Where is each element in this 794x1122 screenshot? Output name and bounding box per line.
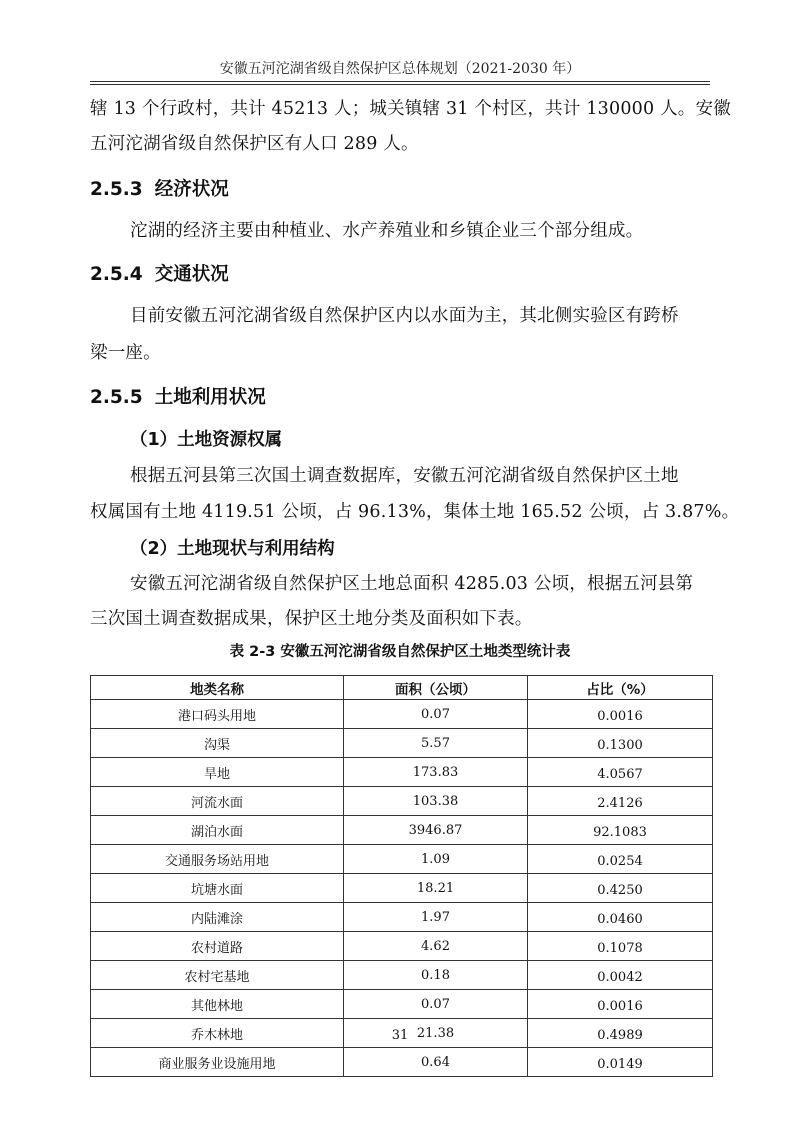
section-title: 交通状况 [154, 264, 229, 285]
table-row [91, 1048, 713, 1077]
percentage-cell: 92.1083 [528, 816, 713, 845]
land-type-cell: 其他林地 [91, 990, 344, 1019]
table-row [91, 729, 713, 758]
land-type-cell: 港口码头用地 [91, 700, 344, 729]
structure-paragraph-line-2: 三次国土调查数据成果，保护区土地分类及面积如下表。 [90, 609, 533, 629]
area-cell: 18.21 [344, 874, 528, 903]
land-type-cell: 乔木林地 [91, 1019, 344, 1048]
percentage-cell: 2.4126 [528, 787, 713, 816]
table-row [91, 961, 713, 990]
traffic-paragraph-line-1: 目前安徽五河沱湖省级自然保护区内以水面为主，其北侧实验区有跨桥 [130, 306, 679, 326]
traffic-paragraph-line-2: 梁一座。 [90, 343, 161, 363]
header-rule-thin [90, 84, 710, 85]
subsection-heading-structure: （2）土地现状与利用结构 [130, 539, 335, 559]
subsection-heading-ownership: （1）土地资源权属 [130, 430, 283, 450]
percentage-cell: 0.4989 [528, 1019, 713, 1048]
column-header-percentage: 占比（%） [528, 676, 713, 700]
area-cell: 0.64 [344, 1048, 528, 1077]
section-number: 2.5.5 [90, 387, 143, 408]
percentage-cell: 4.0567 [528, 758, 713, 787]
area-cell: 173.83 [344, 758, 528, 787]
land-type-cell: 农村道路 [91, 932, 344, 961]
section-number: 2.5.3 [90, 179, 143, 200]
area-cell: 1.09 [344, 845, 528, 874]
table-header-row [91, 676, 713, 700]
land-type-cell: 坑塘水面 [91, 874, 344, 903]
table-row [91, 758, 713, 787]
ownership-paragraph-line-2: 权属国有土地 4119.51 公顷，占 96.13%，集体土地 165.52 公顷，占 3.87%。 [90, 502, 740, 522]
table-row [91, 932, 713, 961]
economy-paragraph: 沱湖的经济主要由种植业、水产养殖业和乡镇企业三个部分组成。 [130, 221, 644, 241]
percentage-cell: 0.0016 [528, 700, 713, 729]
percentage-cell: 0.0149 [528, 1048, 713, 1077]
section-title: 土地利用状况 [154, 387, 266, 408]
table-caption: 表 2-3 安徽五河沱湖省级自然保护区土地类型统计表 [229, 644, 571, 660]
section-heading-2-5-3 [90, 178, 710, 202]
running-header: 安徽五河沱湖省级自然保护区总体规划（2021-2030 年） [219, 61, 581, 77]
table-row [91, 700, 713, 729]
intro-paragraph-line-2: 五河沱湖省级自然保护区有人口 289 人。 [90, 134, 419, 154]
page-number: 31 [391, 1028, 409, 1043]
header-rule [90, 81, 710, 82]
area-cell: 4.62 [344, 932, 528, 961]
area-cell: 3946.87 [344, 816, 528, 845]
percentage-cell: 0.0042 [528, 961, 713, 990]
table-body [91, 700, 713, 1077]
percentage-cell: 0.1300 [528, 729, 713, 758]
land-type-cell: 河流水面 [91, 787, 344, 816]
land-type-cell: 沟渠 [91, 729, 344, 758]
area-cell: 0.07 [344, 990, 528, 1019]
table-row [91, 874, 713, 903]
percentage-cell: 0.0254 [528, 845, 713, 874]
section-heading-2-5-4 [90, 263, 710, 287]
intro-paragraph-line-1: 辖 13 个行政村，共计 45213 人；城关镇辖 31 个村区，共计 130000 人。安徽 [90, 99, 731, 119]
table-row [91, 903, 713, 932]
land-type-cell: 内陆滩涂 [91, 903, 344, 932]
area-cell: 1.97 [344, 903, 528, 932]
table-row [91, 787, 713, 816]
area-cell: 5.57 [344, 729, 528, 758]
section-number: 2.5.4 [90, 264, 143, 285]
section-title: 经济状况 [154, 179, 229, 200]
percentage-cell: 0.0016 [528, 990, 713, 1019]
percentage-cell: 0.0460 [528, 903, 713, 932]
column-header-area: 面积（公顷） [344, 676, 528, 700]
land-type-table [90, 675, 713, 1077]
column-header-land-type: 地类名称 [91, 676, 344, 700]
land-type-cell: 农村宅基地 [91, 961, 344, 990]
percentage-cell: 0.4250 [528, 874, 713, 903]
area-cell: 0.07 [344, 700, 528, 729]
table-row [91, 845, 713, 874]
section-heading-2-5-5 [90, 386, 710, 410]
land-type-cell: 交通服务场站用地 [91, 845, 344, 874]
area-cell: 103.38 [344, 787, 528, 816]
table-row [91, 816, 713, 845]
area-cell: 21.38 [344, 1019, 528, 1048]
ownership-paragraph-line-1: 根据五河县第三次国土调查数据库，安徽五河沱湖省级自然保护区土地 [130, 466, 679, 486]
percentage-cell: 0.1078 [528, 932, 713, 961]
structure-paragraph-line-1: 安徽五河沱湖省级自然保护区土地总面积 4285.03 公顷，根据五河县第 [130, 574, 694, 594]
table-row [91, 990, 713, 1019]
area-cell: 0.18 [344, 961, 528, 990]
land-type-cell: 湖泊水面 [91, 816, 344, 845]
land-type-cell: 商业服务业设施用地 [91, 1048, 344, 1077]
land-type-cell: 旱地 [91, 758, 344, 787]
